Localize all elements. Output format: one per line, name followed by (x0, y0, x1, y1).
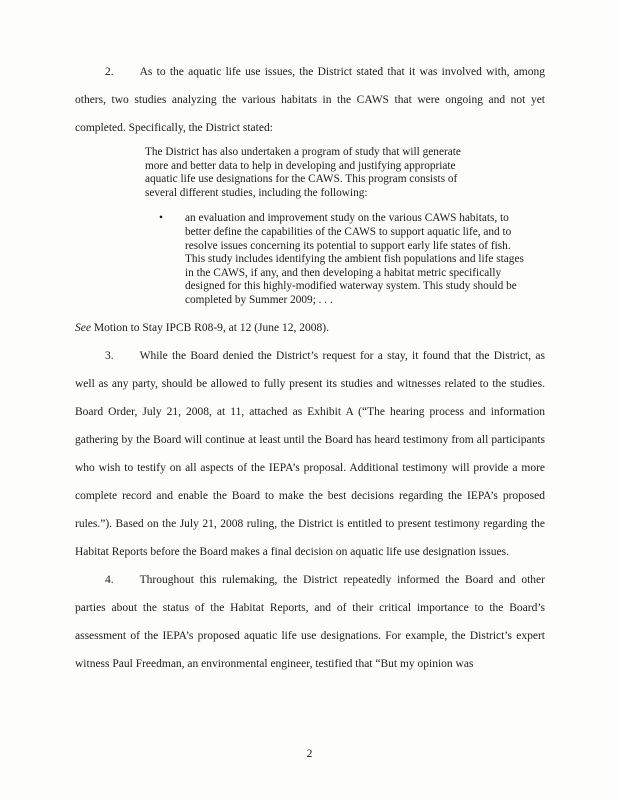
paragraph-2-text: As to the aquatic life use issues, the District stated that it was involved with, among others, two studies analyzing the various habitats in the CAWS that were ongoing and not yet completed. Specifically, the District stated: (75, 66, 545, 134)
citation-see-signal: See (75, 321, 91, 334)
paragraph-4-number: 4. (105, 573, 114, 586)
paragraph-3-text: While the Board denied the District’s request for a stay, it found that the District, as well as any party, should be allowed to fully present its studies and witnesses related to the studies. Board Order, July 21, 2008, at 11, attached as Exhibit A (“The hearing process and information gathering by the Board will continue at least until the Board has heard testimony from all participants who wish to testify on all aspects of the IEPA’s proposal. Additional testimony will provide a more complete record and enable the Board to make the best decisions regarding the IEPA’s proposed rules.”). Based on the July 21, 2008 ruling, the District is entitled to present testimony regarding the Habitat Reports before the Board makes a final decision on aquatic life use designation issues. (75, 349, 545, 558)
bullet-icon: • (159, 212, 163, 225)
paragraph-4 (75, 566, 545, 678)
paragraph-2 (75, 58, 545, 142)
block-quote-intro: The District has also undertaken a program of study that will generate more and better data to help in developing and justifying appropriate aquatic life use designations for the CAWS. This program consists of several different studies, including the following: (145, 146, 461, 199)
block-quote-bullet-item (159, 212, 545, 307)
citation-reference: Motion to Stay IPCB R08-9, at 12 (June 12, 2008). (90, 321, 329, 334)
paragraph-4-text: Throughout this rulemaking, the District repeatedly informed the Board and other parties about the status of the Habitat Reports, and of their critical importance to the Board’s assessment of the IEPA’s proposed aquatic life use designations. For example, the District’s expert witness Paul Freedman, an environmental engineer, testified that “But my opinion was (75, 573, 545, 670)
paragraph-2-number: 2. (105, 66, 114, 78)
citation-line (75, 314, 545, 342)
page-number: 2 (306, 748, 313, 760)
paragraph-3 (75, 342, 545, 566)
block-quote (145, 146, 545, 308)
block-quote-bullet-text: an evaluation and improvement study on the various CAWS habitats, to better define the capabilities of the CAWS to support aquatic life, and to resolve issues concerning its potential to support early life states of fish. This study includes identifying the ambient fish populations and life stages in the CAWS, if any, and then developing a habitat metric specifically designed for this highly-modified waterway system. This study should be completed by Summer 2009; . . . (185, 212, 524, 306)
paragraph-3-number: 3. (105, 349, 114, 362)
